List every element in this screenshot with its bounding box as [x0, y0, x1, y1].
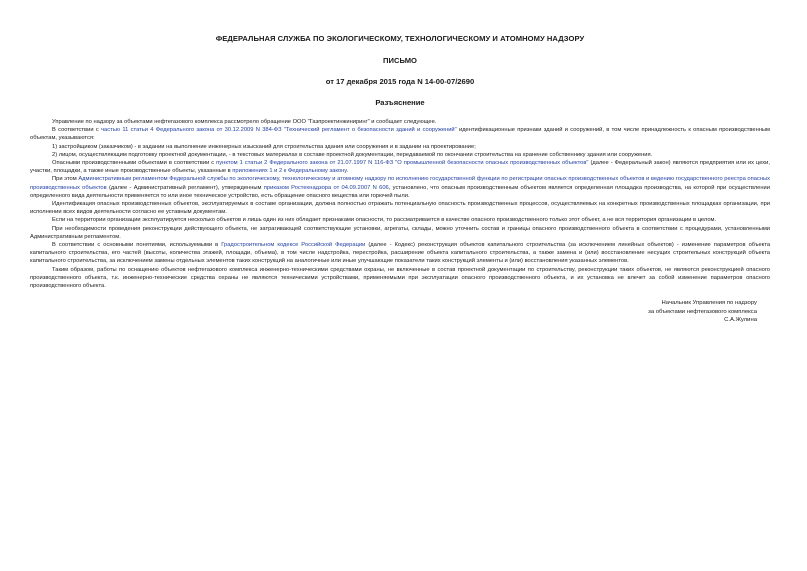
document-type: ПИСЬМО — [383, 56, 417, 65]
paragraph-reconstruction-definition — [30, 241, 770, 266]
law-384-fz-link[interactable]: частью 11 статьи 4 Федерального закона от 30.12.2009 N 384-ФЗ "Технический регламент о безопасности зданий и сооружений" — [101, 127, 457, 134]
paragraph-conclusion: Таким образом, работы по оснащению объектов нефтегазового комплекса инженерно-техническими средствами охраны, не включенные в состав проектной документации по строительству, реконструкции таких объектов, не являются реконструкцией опасного производственного объекта, т.к. инженерно-технические средства охраны не являются техническими устройствами, применяемыми при эксплуатации опасного производственного объекта, и их установка не влечет за собой изменение параметров опасного производственного объекта. — [30, 266, 770, 290]
law-116-fz-link[interactable]: пунктом 1 статьи 2 Федерального закона от 21.07.1997 N 116-ФЗ "О промышленной безопасности опасных производственных объектов" — [216, 160, 589, 167]
signature-name: С.А.Жулина — [724, 317, 757, 324]
text-run: (далее - Федеральный закон) являются предприятия или их цехи, участки, площадки, а также иные производственные объекты, указанные в — [30, 160, 770, 175]
paragraph-identification-signs — [30, 126, 770, 142]
paragraph-hazardous-objects — [30, 159, 770, 175]
law-appendices-link[interactable]: приложениях 1 и 2 к Федеральному закону — [232, 168, 347, 175]
text-run: (далее - Кодекс) реконструкция объектов капитального строительства (за исключением линейных объектов) - изменение параметров объекта капитального строительства, его частей (высоты, количества этажей, площади, объема), в том числе надстройка, перестройка, расширение объекта капитального строительства, а также замена и (или) восстановление несущих строительных конструкций объекта капитального строительства, за исключением замены отдельных элементов таких конструкций на аналогичные или иные улучшающие показатели таких конструкций элементы и (или) восстановления указанных элементов. — [30, 242, 771, 265]
paragraph-identification: Идентификация опасных производственных объектов, эксплуатируемых в составе организации, должна полностью отражать потенциальную опасность производственных процессов, осуществляемых на конкретных производственных площадках организации, при исполнении всех видов деятельности согласно ее уставным документам. — [30, 201, 770, 216]
signature-position-line-1: Начальник Управления по надзору — [661, 300, 757, 307]
document-page — [30, 34, 770, 325]
text-run: идентификационные признаки зданий и сооружений, в том числе принадлежность к опасным производственным объектам, указываются: — [30, 127, 771, 142]
paragraph-reconstruction-need: При необходимости проведения реконструкции действующего объекта, не затрагивающей соответствующие установки, агрегаты, склады, можно уточнить состав и границы опасного производственного объекта в соответствии с процедурами, установленными Административным регламентом. — [30, 225, 770, 240]
urban-planning-code-link[interactable]: Градостроительном кодексе Российской Федерации — [221, 242, 366, 249]
text-run: При этом — [52, 176, 79, 183]
admin-regulation-link[interactable]: Административным регламентом Федеральной службы по экологическому, технологическому и атомному надзору по исполнению государственной функции по регистрации опасных производственных объектов и ведению государственного реестра опасных производственных объектов — [30, 176, 771, 191]
text-run: Опасными производственными объектами в соответствии с — [52, 160, 217, 167]
text-run: (далее - Административный регламент), утвержденным — [106, 184, 264, 191]
organization-heading: ФЕДЕРАЛЬНАЯ СЛУЖБА ПО ЭКОЛОГИЧЕСКОМУ, ТЕХНОЛОГИЧЕСКОМУ И АТОМНОМУ НАДЗОРУ — [215, 34, 585, 43]
paragraph-item-1: 1) застройщиком (заказчиком) - в задании на выполнение инженерных изысканий для строительства здания или сооружения и в задании на проектирование; — [52, 143, 476, 150]
document-subtitle: Разъяснение — [375, 98, 425, 107]
text-run: , установлено, что опасным производственным объектом является определенная площадка производства, на которой при осуществлении определенного вида деятельности применяется то или иное техническое устройство, есть обращение опасного вещества или горючей пыли. — [30, 184, 770, 199]
paragraph-intro: Управление по надзору за объектами нефтегазового комплекса рассмотрело обращение ООО "Газпроектинжиниринг" и сообщает следующее. — [52, 119, 437, 125]
paragraph-territory: Если на территории организации эксплуатируется несколько объектов и лишь один из них обладает признаками опасности, то рассматривается в качестве опасного производственного только этот объект, а не вся территория организации в целом. — [52, 217, 717, 224]
order-606-link[interactable]: приказом Ростехнадзора от 04.09.2007 N 606 — [263, 184, 389, 191]
signature-position-line-2: за объектами нефтегазового комплекса — [648, 308, 757, 315]
letter-body — [30, 118, 770, 290]
text-run: . — [346, 168, 349, 175]
document-date-number: от 17 декабря 2015 года N 14-00-07/2690 — [325, 77, 475, 86]
text-run: В соответствии с — [52, 127, 102, 134]
paragraph-item-2: 2) лицом, осуществляющим подготовку проектной документации, - в текстовых материалах в составе проектной документации, передаваемой по окончании строительства на хранение собственнику здания или сооружения. — [52, 151, 653, 158]
signature-block — [30, 299, 770, 325]
paragraph-admin-regulation — [30, 175, 770, 200]
text-run: В соответствии с основными понятиями, используемыми в — [52, 242, 222, 249]
